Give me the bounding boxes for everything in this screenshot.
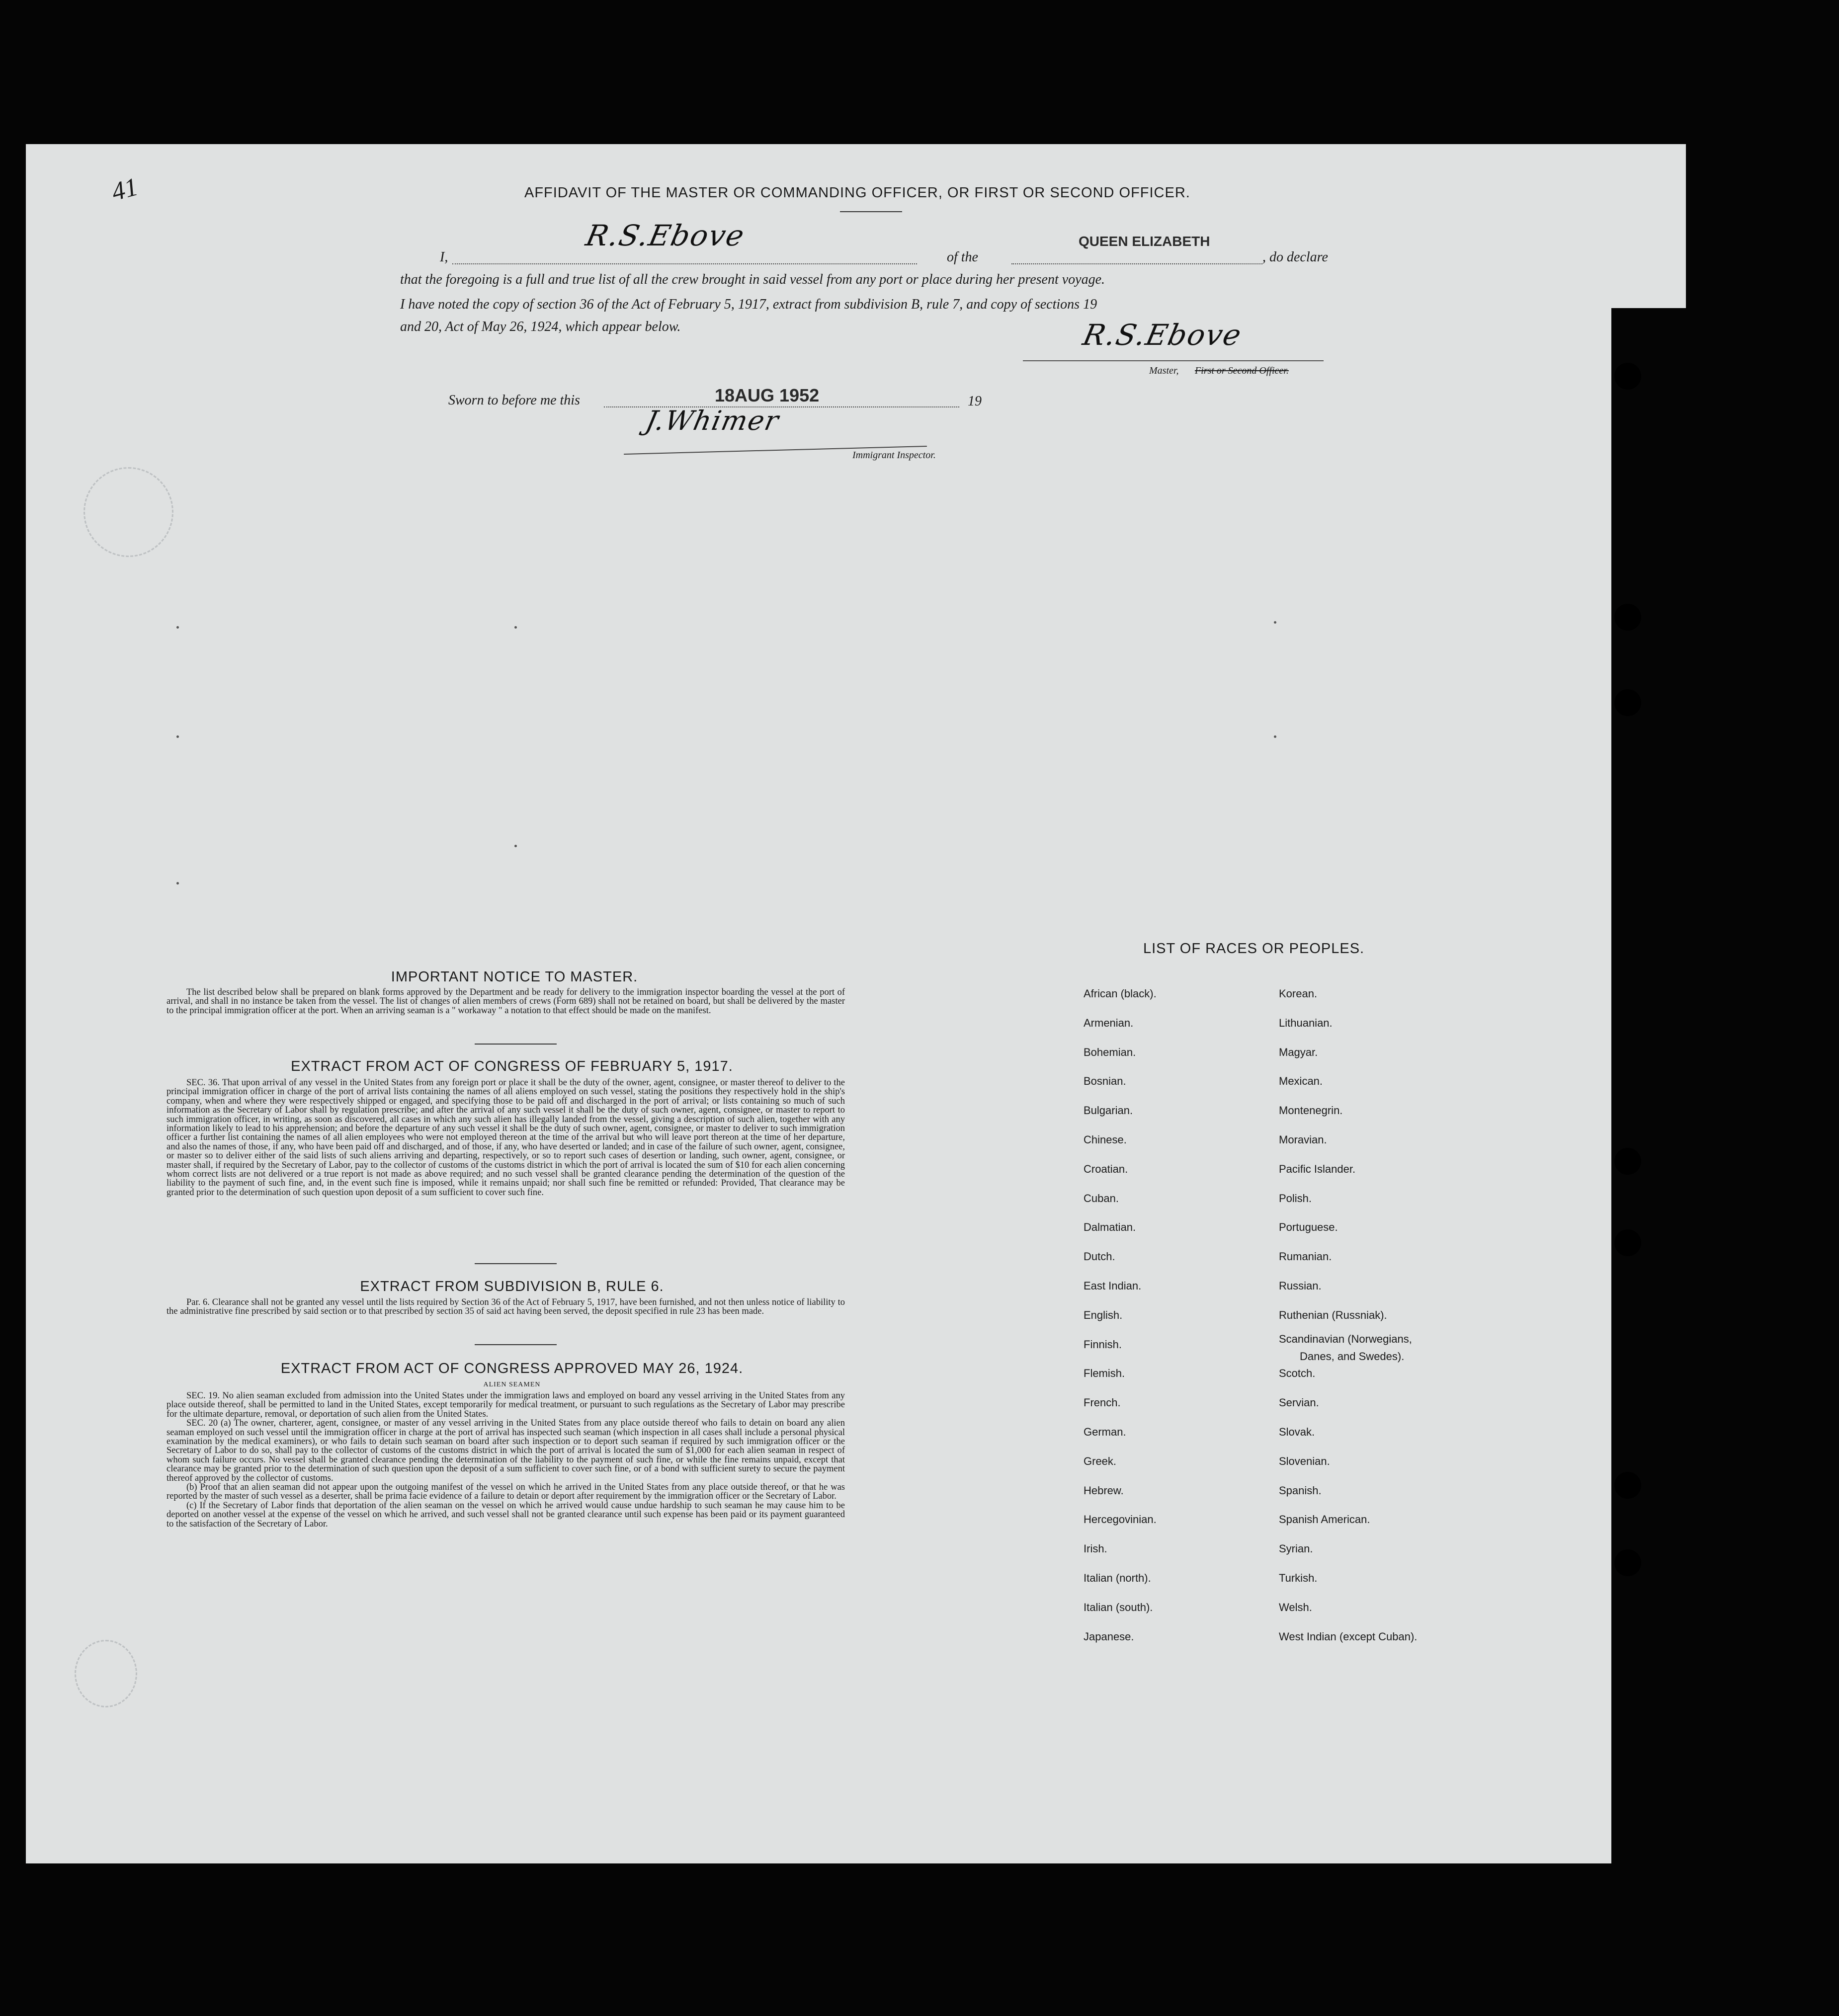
affidavit-body-line-1: that the foregoing is a full and true list of all the crew brought in said vessel from any port or place during her present voyage.	[400, 272, 1105, 287]
of-the-label: of the	[947, 249, 978, 265]
race-item: Spanish.	[1279, 1484, 1322, 1497]
binder-hole	[1614, 604, 1641, 631]
race-item: Korean.	[1279, 987, 1318, 1000]
race-item: Cuban.	[1084, 1192, 1119, 1205]
race-item: Greek.	[1084, 1454, 1117, 1467]
extract-1917-divider	[475, 1263, 557, 1264]
race-item: English.	[1084, 1308, 1123, 1321]
sec-20b-text: (b) Proof that an alien seaman did not appear upon the outgoing manifest of the vessel on which he arrived in the United States from any place outside thereof, or that he was reported by the master of such vessel as a deserter, shall be prima facie evidence of a failure to detain or deport after requirement by the immigration officer or the Secretary of Labor.	[167, 1482, 845, 1502]
race-item: Spanish American.	[1279, 1513, 1370, 1526]
binder-hole	[1614, 1472, 1641, 1499]
title-rule	[840, 211, 902, 212]
rule6-title: EXTRACT FROM SUBDIVISION B, RULE 6.	[360, 1279, 664, 1294]
race-item: Finnish.	[1084, 1338, 1122, 1351]
race-item: Slovak.	[1279, 1426, 1315, 1438]
declare-label: , do declare	[1262, 249, 1328, 265]
i-label: I,	[440, 249, 448, 265]
race-item: Syrian.	[1279, 1542, 1313, 1555]
column-dot	[1274, 621, 1276, 624]
binder-hole	[1614, 1148, 1641, 1175]
race-item: German.	[1084, 1426, 1126, 1438]
signature-rule	[1023, 360, 1324, 361]
race-item: Flemish.	[1084, 1367, 1125, 1380]
race-item: Welsh.	[1279, 1601, 1312, 1613]
race-item: Japanese.	[1084, 1630, 1134, 1643]
race-item: Ruthenian (Russniak).	[1279, 1308, 1387, 1321]
race-item: Moravian.	[1279, 1133, 1327, 1146]
year-prefix: 19	[968, 394, 982, 409]
race-item: French.	[1084, 1396, 1121, 1409]
officer-struck: First or Second Officer.	[1195, 365, 1289, 376]
race-item: West Indian (except Cuban).	[1279, 1630, 1418, 1643]
races-title: LIST OF RACES OR PEOPLES.	[1143, 941, 1365, 957]
race-item: Irish.	[1084, 1542, 1107, 1555]
race-item: Slovenian.	[1279, 1454, 1330, 1467]
date-stamp: 18AUG 1952	[715, 385, 820, 405]
race-item: African (black).	[1084, 987, 1157, 1000]
race-item: Chinese.	[1084, 1133, 1127, 1146]
race-item: Russian.	[1279, 1280, 1322, 1292]
extract-1917-text: SEC. 36. That upon arrival of any vessel in the United States from any foreign port or place it shall be the duty of the owner, agent, consignee, or master thereof to deliver to the principal immigration officer in charge of the port of arrival lists containing the names of all aliens employed on such vessel, stating the positions they respectively hold in the ship's company, when and where they were respectively shipped or engaged, and specifying those to be paid off and discharged in the port of arrival; or lists containing so much of such information as the Secretary of Labor shall by regulation prescribe; and after the arrival of any such vessel it shall be the duty of such owner, agent, consignee, or master to report to such immigration officer, in writing, as soon as discovered, all cases in which any such alien has illegally landed from the vessel, giving a description of such alien, together with any information likely to lead to his apprehension; and before the departure of any such vessel it shall be the duty of such owner, agent, consignee, or master to deliver to such immigration officer a further list containing the names of all alien employees who were not employed thereon at the time of the arrival but who will leave port thereon at the time of her departure, and also the names of those, if any, who have been paid off and discharged, and of those, if any, who have deserted or landed; and in case of the failure of such owner, agent, consignee, or master so to deliver either of the said lists of such aliens arriving and departing, respectively, or so to report such cases of desertion or landing, such owner, agent, consignee, or master shall, if required by the Secretary of Labor, pay to the collector of customs of the customs district in which the port of arrival is located the sum of $10 for each alien concerning whom correct lists are not delivered or a true report is not made as above required; and no such vessel shall be granted clearance pending the determination of the question of the liability to the payment of such fine, and, in the event such fine is imposed, while it remains unpaid; nor shall such fine be remitted or refunded: Provided, That clearance may be granted prior to the determination of such question upon deposit of a sum sufficient to cover such fine.	[167, 1078, 845, 1198]
race-item: Lithuanian.	[1279, 1016, 1333, 1029]
race-item: East Indian.	[1084, 1280, 1142, 1292]
race-item: Scotch.	[1279, 1367, 1316, 1380]
race-item: Servian.	[1279, 1396, 1319, 1409]
extract-1924-subtitle: ALIEN SEAMEN	[483, 1381, 541, 1388]
master-label: Master,	[1149, 365, 1179, 376]
notice-title: IMPORTANT NOTICE TO MASTER.	[391, 969, 638, 985]
race-item: Polish.	[1279, 1192, 1312, 1205]
race-item: Hebrew.	[1084, 1484, 1124, 1497]
sec-19-text: SEC. 19. No alien seaman excluded from admission into the United States under the immigration laws and employed on board any vessel arriving in the United States from any place outside thereof, shall be permitted to land in the United States, except temporarily for medical treatment, or pursuant to such regulations as the Secretary of Labor may prescribe for the ultimate departure, removal, or deportation of such alien from the United States.	[167, 1391, 845, 1419]
vessel-line	[1011, 263, 1262, 264]
sec-20c-text: (c) If the Secretary of Labor finds that deportation of the alien seaman on the vessel on which he arrived would cause undue hardship to such seaman he may cause him to be deported on another vessel at the expense of the vessel on which he arrived, and such vessel shall not be granted clearance until such expense has been paid or its payment guaranteed to the satisfaction of the Secretary of Labor.	[167, 1500, 845, 1529]
inspector-label: Immigrant Inspector.	[852, 450, 936, 461]
race-item: Italian (north).	[1084, 1572, 1151, 1584]
affidavit-body-line-2: I have noted the copy of section 36 of the Act of February 5, 1917, extract from subdivision B, rule 7, and copy of sections 19	[400, 297, 1097, 312]
vessel-name: QUEEN ELIZABETH	[1079, 234, 1210, 249]
margin-mark: 41	[108, 172, 141, 207]
race-item: Hercegovinian.	[1084, 1513, 1157, 1526]
race-item: Croatian.	[1084, 1162, 1128, 1175]
column-dot	[1274, 735, 1276, 738]
race-item: Scandinavian (Norwegians,	[1279, 1332, 1412, 1345]
race-item: Bosnian.	[1084, 1075, 1126, 1088]
inspector-signature: J.Whimer	[643, 405, 782, 436]
sec-20a-text: SEC. 20 (a) The owner, charterer, agent, consignee, or master of any vessel arriving in the United States from any place outside thereof who fails to detain on board any alien seaman employed on such vessel until the immigration officer in charge at the port of arrival has inspected such seaman (which inspection in all cases shall include a personal physical examination by the medical examiners), or who fails to detain such seaman on board after such inspection or to deport such seaman if required by such immigration officer or the Secretary of Labor to do so, shall pay to the collector of customs of the customs district in which the port of arrival is located the sum of $1,000 for each alien seaman in respect of whom such failure occurs. No vessel shall be granted clearance pending the determination of the liability to the payment of such fine, or while the fine remains unpaid, except that clearance may be granted prior to the determination of such question upon the deposit of a sum sufficient to cover such fine, or of a bond with sufficient surety to secure the payment thereof approved by the collector of customs.	[167, 1418, 845, 1483]
race-item: Armenian.	[1084, 1016, 1134, 1029]
column-dot	[514, 626, 517, 629]
race-item: Dutch.	[1084, 1250, 1115, 1263]
race-item: Italian (south).	[1084, 1601, 1153, 1613]
extract-1924-title: EXTRACT FROM ACT OF CONGRESS APPROVED MAY 26, 1924.	[280, 1361, 744, 1376]
race-item: Magyar.	[1279, 1046, 1318, 1058]
embossed-seal	[75, 1640, 137, 1707]
sworn-label: Sworn to before me this	[448, 393, 580, 408]
race-item: Pacific Islander.	[1279, 1162, 1356, 1175]
binder-hole	[1614, 1549, 1641, 1576]
notice-divider	[475, 1044, 557, 1045]
embossed-seal	[84, 467, 173, 557]
column-dot	[176, 735, 179, 738]
column-dot	[514, 845, 517, 847]
rule6-divider	[475, 1344, 557, 1345]
race-item: Rumanian.	[1279, 1250, 1332, 1263]
column-dot	[176, 626, 179, 629]
column-dot	[176, 882, 179, 885]
race-item: Portuguese.	[1279, 1221, 1338, 1234]
binder-hole	[1614, 363, 1641, 390]
race-item: Bulgarian.	[1084, 1104, 1133, 1117]
race-item: Turkish.	[1279, 1572, 1318, 1584]
race-item: Montenegrin.	[1279, 1104, 1343, 1117]
race-item: Bohemian.	[1084, 1046, 1136, 1058]
race-item: Dalmatian.	[1084, 1221, 1136, 1234]
paper-tab	[1611, 144, 1686, 308]
binder-hole	[1614, 1229, 1641, 1256]
affidavit-title: AFFIDAVIT OF THE MASTER OR COMMANDING OFFICER, OR FIRST OR SECOND OFFICER.	[524, 185, 1190, 201]
name-line	[452, 263, 917, 264]
rule6-text: Par. 6. Clearance shall not be granted any vessel until the lists required by Section 36 of the Act of February 5, 1917, have been furnished, and not then unless notice of liability to the administrative fine prescribed by said section or to that prescribed by section 35 of said act having been served, the deposit specified in rule 23 has been made.	[167, 1297, 845, 1317]
master-signature-2: R.S.Ebove	[1080, 318, 1245, 352]
extract-1917-title: EXTRACT FROM ACT OF CONGRESS OF FEBRUARY 5, 1917.	[291, 1058, 733, 1074]
extract-1924-body	[167, 1391, 845, 1529]
race-scandinavian-cont: Danes, and Swedes).	[1300, 1350, 1405, 1363]
race-item: Mexican.	[1279, 1075, 1323, 1088]
binder-hole	[1614, 689, 1641, 716]
master-signature: R.S.Ebove	[583, 219, 748, 252]
notice-text: The list described below shall be prepared on blank forms approved by the Department and be ready for delivery to the immigration inspector boarding the vessel at the port of arrival, and shall in no instance be taken from the vessel. The list of changes of alien members of crews (Form 689) shall not be retained on board, but shall be delivered by the master to the principal immigration officer at the port. When an arriving seaman is a " workaway " a notation to that effect should be made on the manifest.	[167, 987, 845, 1016]
affidavit-body-line-3: and 20, Act of May 26, 1924, which appear below.	[400, 319, 681, 334]
